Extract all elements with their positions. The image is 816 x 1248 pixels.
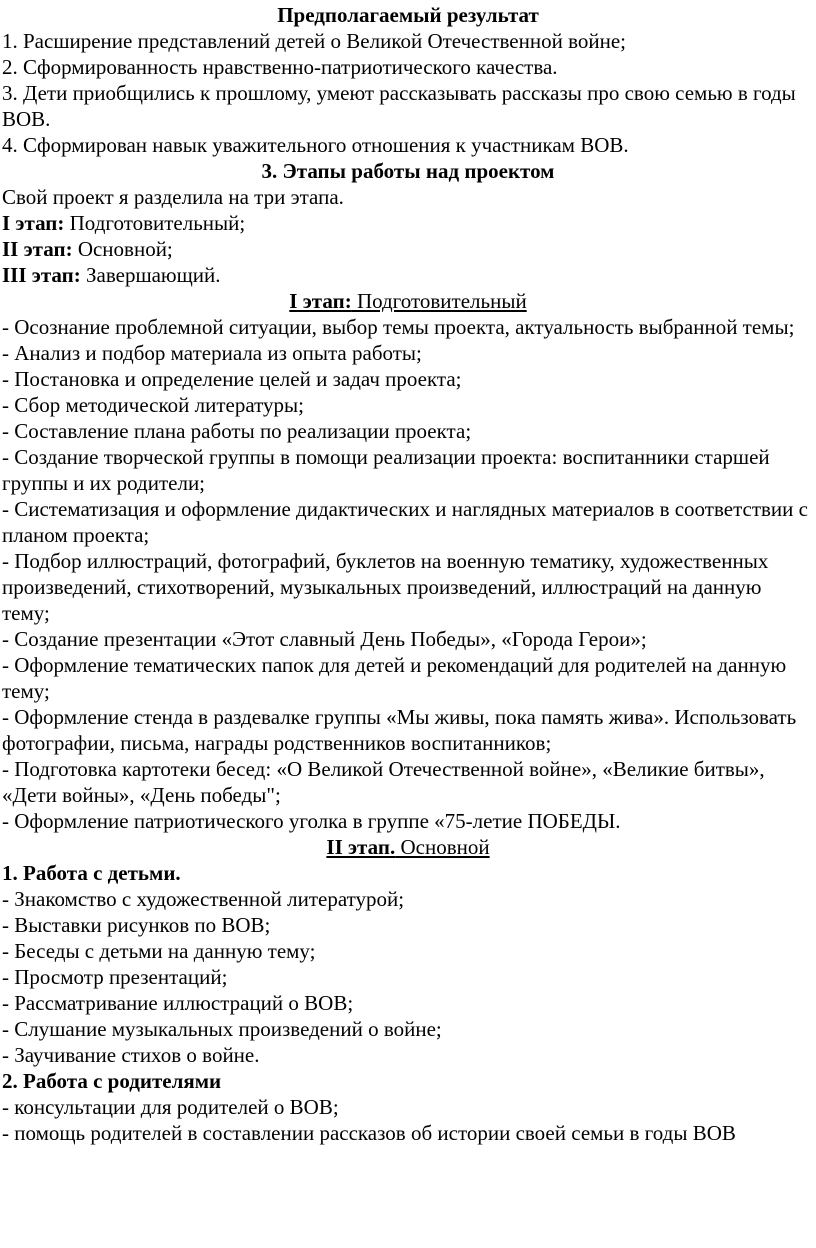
stage2-heading-label: II этап. <box>326 835 396 859</box>
stage1-item: - Постановка и определение целей и задач проекта; <box>2 367 462 391</box>
children-work-item: - Выставки рисунков по ВОВ; <box>2 913 271 937</box>
stage1-heading <box>2 288 814 314</box>
stage1-item: - Сбор методической литературы; <box>2 393 304 417</box>
stage2-heading <box>2 834 814 860</box>
stages-heading: 3. Этапы работы над проектом <box>261 159 555 183</box>
result-item: 4. Сформирован навык уважительного отношения к участникам ВОВ. <box>2 133 629 157</box>
children-work-item: - Знакомство с художественной литературой; <box>2 887 405 911</box>
children-work-item: - Слушание музыкальных произведений о войне; <box>2 1017 442 1041</box>
stage-label: III этап: <box>2 263 81 287</box>
result-item: 2. Сформированность нравственно-патриотического качества. <box>2 55 558 79</box>
stage-list-item <box>2 262 814 288</box>
children-work-item: - Рассматривание иллюстраций о ВОВ; <box>2 991 354 1015</box>
stage-list-item <box>2 210 814 236</box>
stage1-heading-label: I этап: <box>289 289 352 313</box>
stage1-item: - Систематизация и оформление дидактических и наглядных материалов в соответствии с планом проекта; <box>2 497 808 547</box>
children-work-heading: 1. Работа с детьми. <box>2 861 181 885</box>
stage1-item: - Оформление патриотического уголка в группе «75-летие ПОБЕДЫ. <box>2 809 621 833</box>
stage1-item: - Создание презентации «Этот славный День Победы», «Города Герои»; <box>2 627 647 651</box>
children-work-item: - Беседы с детьми на данную тему; <box>2 939 316 963</box>
stage-list-item <box>2 236 814 262</box>
result-item: 3. Дети приобщились к прошлому, умеют рассказывать рассказы про свою семью в годы ВОВ. <box>2 81 796 131</box>
stage1-heading-text: Подготовительный <box>351 289 527 313</box>
stage1-item: - Подбор иллюстраций, фотографий, буклетов на военную тематику, художественных произведений, стихотворений, музыкальных произведений, иллюстраций на данную тему; <box>2 549 769 625</box>
parents-work-heading: 2. Работа с родителями <box>2 1069 222 1093</box>
stage1-item: - Подготовка картотеки бесед: «О Великой Отечественной войне», «Великие битвы», «Дети войны», «День победы"; <box>2 757 765 807</box>
result-heading: Предполагаемый результат <box>277 3 539 27</box>
stage-label: II этап: <box>2 237 73 261</box>
stage-label: I этап: <box>2 211 65 235</box>
stage-text: Завершающий. <box>80 263 221 287</box>
stages-intro: Свой проект я разделила на три этапа. <box>2 185 344 209</box>
stage1-item: - Составление плана работы по реализации проекта; <box>2 419 472 443</box>
stage1-item: - Осознание проблемной ситуации, выбор темы проекта, актуальность выбранной темы; <box>2 315 795 339</box>
stage2-heading-text: Основной <box>395 835 490 859</box>
stage1-item: - Оформление тематических папок для детей и рекомендаций для родителей на данную тему; <box>2 653 787 703</box>
stage1-item: - Оформление стенда в раздевалке группы «Мы живы, пока память жива». Использовать фотографии, письма, награды родственников воспитанников; <box>2 705 797 755</box>
result-item: 1. Расширение представлений детей о Великой Отечественной войне; <box>2 29 626 53</box>
parents-work-item: - консультации для родителей о ВОВ; <box>2 1095 339 1119</box>
stage1-item: - Анализ и подбор материала из опыта работы; <box>2 341 422 365</box>
parents-work-item: - помощь родителей в составлении рассказов об истории своей семьи в годы ВОВ <box>2 1121 736 1145</box>
stage-text: Основной; <box>72 237 173 261</box>
children-work-item: - Заучивание стихов о войне. <box>2 1043 260 1067</box>
stage-text: Подготовительный; <box>64 211 246 235</box>
stage1-item: - Создание творческой группы в помощи реализации проекта: воспитанники старшей группы и их родители; <box>2 445 770 495</box>
children-work-item: - Просмотр презентаций; <box>2 965 228 989</box>
